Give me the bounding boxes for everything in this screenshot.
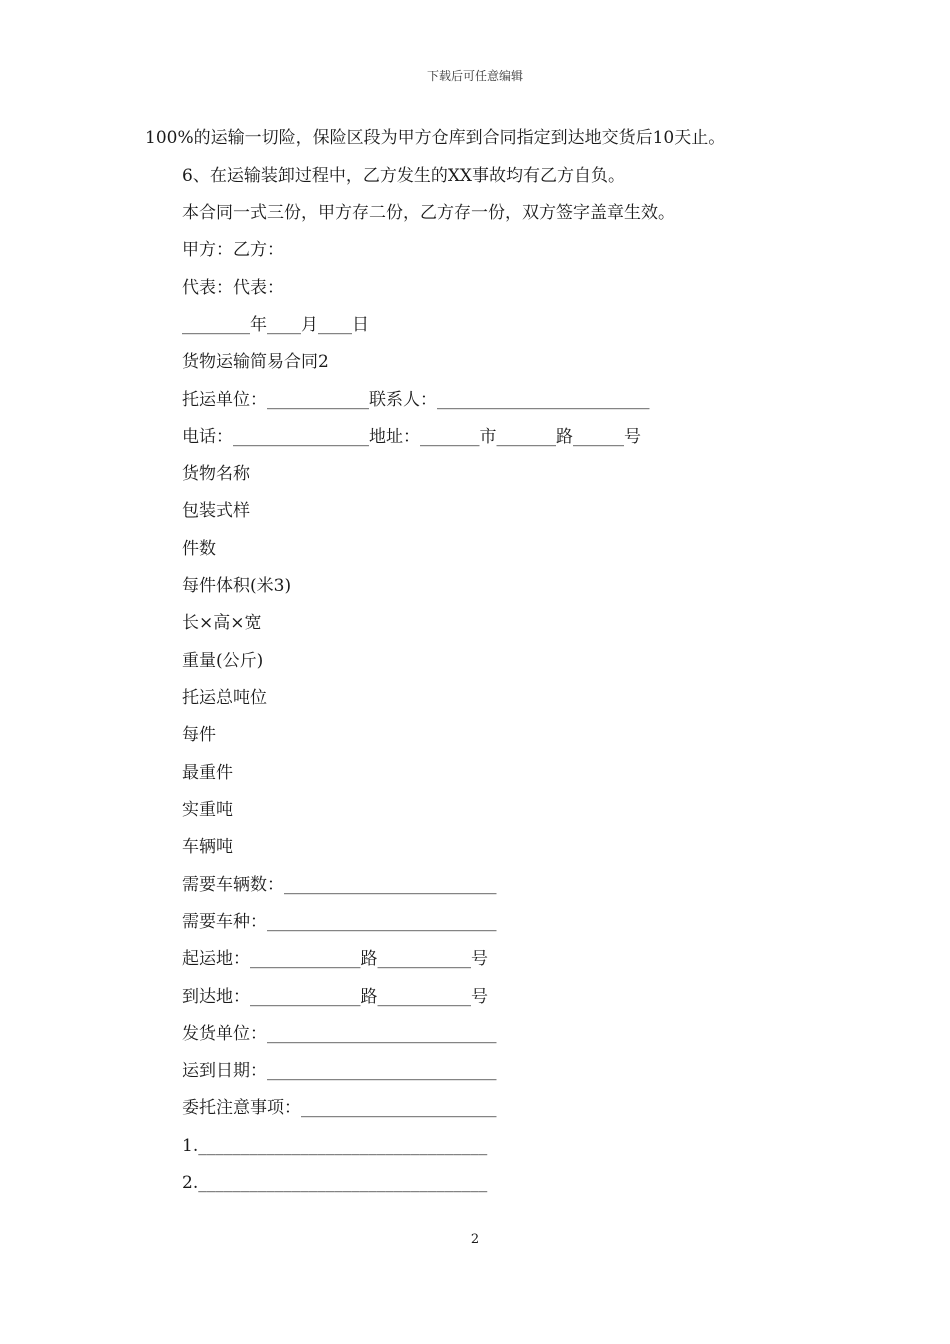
text-line: 6、在运输装卸过程中，乙方发生的XX事故均有乙方自负。	[182, 166, 626, 186]
form-field: 每件	[182, 725, 216, 745]
text-line: 本合同一式三份，甲方存二份，乙方存一份，双方签字盖章生效。	[182, 203, 675, 223]
form-field: 车辆吨	[182, 837, 233, 857]
form-field: 件数	[182, 539, 216, 559]
numbered-item: 1.__________________________________	[182, 1136, 488, 1156]
text-line: 100%的运输一切险，保险区段为甲方仓库到合同指定到达地交货后10天止。	[145, 128, 726, 148]
form-field: 每件体积(米3)	[182, 576, 292, 596]
date-line: ________年____月____日	[182, 315, 369, 335]
section-title: 货物运输简易合同2	[182, 352, 329, 372]
signature-representatives: 代表：代表：	[182, 278, 284, 298]
form-field: 最重件	[182, 763, 233, 783]
numbered-item: 2.__________________________________	[182, 1173, 488, 1193]
page-number: 2	[470, 1232, 480, 1247]
form-field: 托运单位：____________联系人：_________________________	[182, 390, 650, 410]
form-field: 运到日期：___________________________	[182, 1061, 497, 1081]
form-field: 货物名称	[182, 464, 250, 484]
form-field: 委托注意事项：_______________________	[182, 1098, 497, 1118]
form-field: 长×高×宽	[182, 613, 262, 633]
form-field: 需要车种：___________________________	[182, 912, 497, 932]
form-field: 需要车辆数：_________________________	[182, 875, 497, 895]
page-header: 下载后可任意编辑	[426, 69, 523, 83]
form-field: 电话：________________地址：_______市_______路______号	[182, 427, 641, 447]
form-field: 到达地：_____________路___________号	[182, 987, 488, 1007]
form-field: 发货单位：___________________________	[182, 1024, 497, 1044]
signature-parties: 甲方：乙方：	[182, 240, 284, 260]
form-field: 重量(公斤)	[182, 651, 264, 671]
form-field: 包装式样	[182, 501, 250, 521]
form-field: 实重吨	[182, 800, 233, 820]
form-field: 起运地：_____________路___________号	[182, 949, 488, 969]
form-field: 托运总吨位	[182, 688, 267, 708]
